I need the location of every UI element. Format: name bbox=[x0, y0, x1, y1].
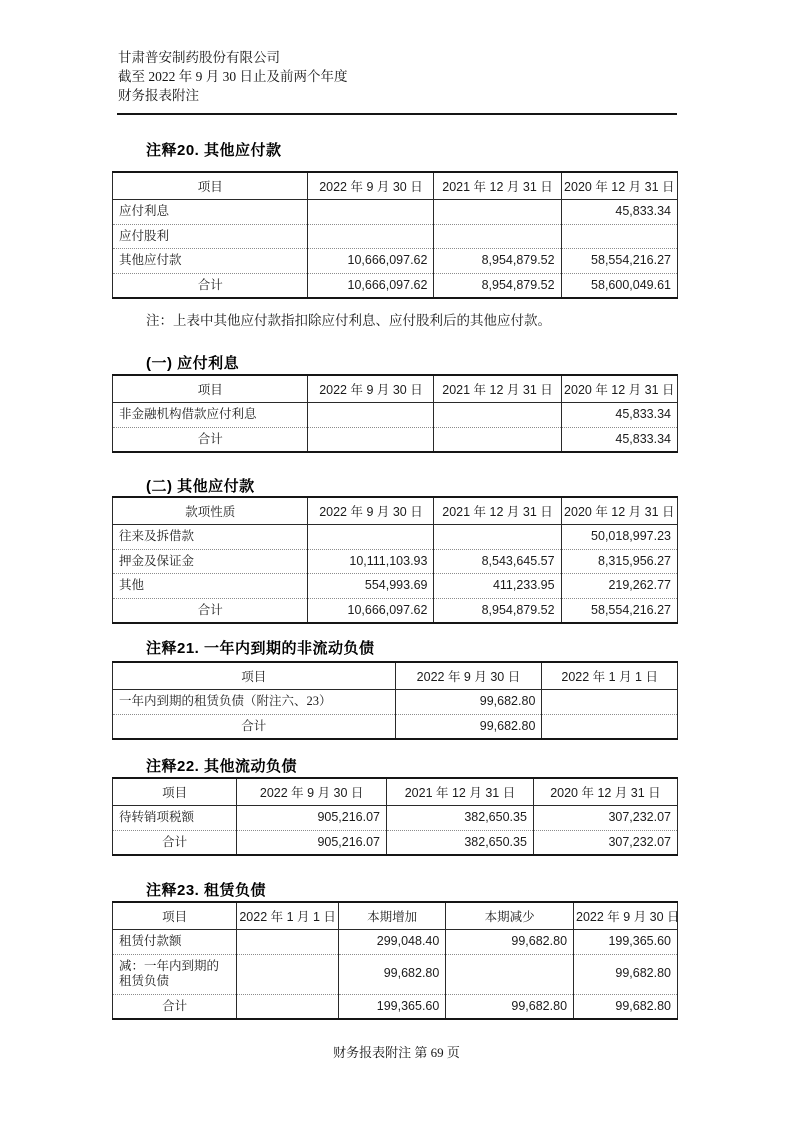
row-label: 其他应付款 bbox=[113, 249, 308, 274]
row-label: 应付利息 bbox=[113, 200, 308, 225]
column-header: 2022 年 9 月 30 日 bbox=[395, 662, 542, 690]
cell-value: 99,682.80 bbox=[446, 994, 574, 1019]
row-label: 待转销项税额 bbox=[113, 806, 237, 831]
column-header: 项目 bbox=[113, 375, 308, 403]
cell-value: 8,954,879.52 bbox=[434, 249, 561, 274]
cell-value: 58,554,216.27 bbox=[561, 249, 677, 274]
table-row bbox=[113, 930, 678, 955]
row-label: 合计 bbox=[113, 830, 237, 855]
cell-value: 199,365.60 bbox=[338, 994, 445, 1019]
other-current-liabilities-table bbox=[112, 777, 678, 856]
cell-value: 307,232.07 bbox=[533, 806, 677, 831]
cell-value bbox=[308, 403, 434, 428]
cell-value bbox=[561, 224, 677, 249]
row-label: 租赁付款额 bbox=[113, 930, 237, 955]
table-row bbox=[113, 598, 678, 623]
table-row bbox=[113, 249, 678, 274]
row-label: 其他 bbox=[113, 574, 308, 599]
cell-value: 905,216.07 bbox=[237, 806, 387, 831]
table-header-row bbox=[113, 662, 678, 690]
cell-value: 99,682.80 bbox=[574, 994, 678, 1019]
cell-value bbox=[434, 200, 561, 225]
cell-value: 99,682.80 bbox=[446, 930, 574, 955]
table-row bbox=[113, 525, 678, 550]
table-header-row bbox=[113, 172, 678, 200]
cell-value: 45,833.34 bbox=[561, 403, 677, 428]
row-label: 一年内到期的租赁负债（附注六、23） bbox=[113, 690, 396, 715]
cell-value bbox=[308, 427, 434, 452]
column-header: 2022 年 9 月 30 日 bbox=[308, 497, 434, 525]
cell-value: 307,232.07 bbox=[533, 830, 677, 855]
cell-value: 8,954,879.52 bbox=[434, 273, 561, 298]
section-title-note21: 注释21. 一年内到期的非流动负债 bbox=[146, 640, 375, 657]
column-header: 本期增加 bbox=[338, 902, 445, 930]
cell-value: 99,682.80 bbox=[338, 954, 445, 994]
cell-value: 10,666,097.62 bbox=[308, 249, 434, 274]
table-row bbox=[113, 806, 678, 831]
table-row bbox=[113, 549, 678, 574]
row-label: 合计 bbox=[113, 273, 308, 298]
row-label: 合计 bbox=[113, 714, 396, 739]
table-row bbox=[113, 994, 678, 1019]
subsection-title-interest-payable: (一) 应付利息 bbox=[146, 355, 240, 372]
column-header: 2022 年 9 月 30 日 bbox=[308, 375, 434, 403]
column-header: 2021 年 12 月 31 日 bbox=[434, 172, 561, 200]
cell-value: 99,682.80 bbox=[395, 690, 542, 715]
table-header-row bbox=[113, 497, 678, 525]
table-header-row bbox=[113, 778, 678, 806]
cell-value: 45,833.34 bbox=[561, 427, 677, 452]
cell-value: 58,600,049.61 bbox=[561, 273, 677, 298]
header-rule bbox=[117, 113, 677, 115]
column-header: 2022 年 9 月 30 日 bbox=[237, 778, 387, 806]
table-row bbox=[113, 830, 678, 855]
column-header: 项目 bbox=[113, 902, 237, 930]
cell-value: 219,262.77 bbox=[561, 574, 677, 599]
column-header: 2022 年 1 月 1 日 bbox=[237, 902, 339, 930]
column-header: 款项性质 bbox=[113, 497, 308, 525]
table-row bbox=[113, 574, 678, 599]
column-header: 项目 bbox=[113, 662, 396, 690]
cell-value bbox=[308, 224, 434, 249]
company-name: 甘肃普安制药股份有限公司 bbox=[118, 50, 280, 65]
page-footer: 财务报表附注 第 69 页 bbox=[333, 1045, 460, 1060]
table-row bbox=[113, 690, 678, 715]
column-header: 2020 年 12 月 31 日 bbox=[561, 497, 677, 525]
column-header: 2022 年 1 月 1 日 bbox=[542, 662, 678, 690]
column-header: 项目 bbox=[113, 172, 308, 200]
row-label: 合计 bbox=[113, 427, 308, 452]
column-header: 2020 年 12 月 31 日 bbox=[561, 172, 677, 200]
cell-value: 411,233.95 bbox=[434, 574, 561, 599]
cell-value: 554,993.69 bbox=[308, 574, 434, 599]
row-label: 合计 bbox=[113, 994, 237, 1019]
table-header-row bbox=[113, 902, 678, 930]
section-title-note23: 注释23. 租赁负债 bbox=[146, 882, 267, 899]
cell-value: 905,216.07 bbox=[237, 830, 387, 855]
other-payables-summary-table bbox=[112, 171, 678, 299]
column-header: 2022 年 9 月 30 日 bbox=[308, 172, 434, 200]
cell-value: 10,666,097.62 bbox=[308, 273, 434, 298]
cell-value bbox=[237, 994, 339, 1019]
cell-value bbox=[542, 714, 678, 739]
cell-value: 45,833.34 bbox=[561, 200, 677, 225]
column-header: 2021 年 12 月 31 日 bbox=[387, 778, 534, 806]
column-header: 2021 年 12 月 31 日 bbox=[434, 375, 561, 403]
table-row bbox=[113, 427, 678, 452]
row-label: 押金及保证金 bbox=[113, 549, 308, 574]
cell-value bbox=[308, 200, 434, 225]
cell-value: 8,954,879.52 bbox=[434, 598, 561, 623]
subsection-title-other-payables: (二) 其他应付款 bbox=[146, 478, 255, 495]
table-footnote: 注：上表中其他应付款指扣除应付利息、应付股利后的其他应付款。 bbox=[146, 313, 551, 328]
cell-value bbox=[434, 525, 561, 550]
row-label: 往来及拆借款 bbox=[113, 525, 308, 550]
cell-value: 10,111,103.93 bbox=[308, 549, 434, 574]
table-row bbox=[113, 403, 678, 428]
page-header bbox=[118, 48, 348, 105]
column-header: 项目 bbox=[113, 778, 237, 806]
section-title-note22: 注释22. 其他流动负债 bbox=[146, 758, 298, 775]
cell-value: 8,315,956.27 bbox=[561, 549, 677, 574]
cell-value: 58,554,216.27 bbox=[561, 598, 677, 623]
column-header: 2020 年 12 月 31 日 bbox=[533, 778, 677, 806]
table-row bbox=[113, 273, 678, 298]
column-header: 2020 年 12 月 31 日 bbox=[561, 375, 677, 403]
cell-value: 382,650.35 bbox=[387, 806, 534, 831]
cell-value: 99,682.80 bbox=[574, 954, 678, 994]
cell-value: 8,543,645.57 bbox=[434, 549, 561, 574]
noncurrent-due-within-year-table bbox=[112, 661, 678, 740]
section-title-note20: 注释20. 其他应付款 bbox=[146, 142, 282, 159]
other-payables-nature-table bbox=[112, 496, 678, 624]
cell-value bbox=[308, 525, 434, 550]
report-period: 截至 2022 年 9 月 30 日止及前两个年度 bbox=[118, 69, 348, 84]
interest-payable-table bbox=[112, 374, 678, 453]
row-label: 应付股利 bbox=[113, 224, 308, 249]
cell-value: 299,048.40 bbox=[338, 930, 445, 955]
cell-value bbox=[237, 930, 339, 955]
table-row bbox=[113, 224, 678, 249]
cell-value bbox=[434, 224, 561, 249]
cell-value: 199,365.60 bbox=[574, 930, 678, 955]
cell-value: 50,018,997.23 bbox=[561, 525, 677, 550]
table-header-row bbox=[113, 375, 678, 403]
document-title: 财务报表附注 bbox=[118, 88, 199, 103]
cell-value bbox=[446, 954, 574, 994]
cell-value bbox=[434, 427, 561, 452]
cell-value bbox=[434, 403, 561, 428]
cell-value bbox=[237, 954, 339, 994]
column-header: 本期减少 bbox=[446, 902, 574, 930]
lease-liabilities-table bbox=[112, 901, 678, 1020]
cell-value: 99,682.80 bbox=[395, 714, 542, 739]
row-label: 非金融机构借款应付利息 bbox=[113, 403, 308, 428]
table-row bbox=[113, 954, 678, 994]
cell-value bbox=[542, 690, 678, 715]
column-header: 2021 年 12 月 31 日 bbox=[434, 497, 561, 525]
table-row bbox=[113, 200, 678, 225]
row-label: 减：一年内到期的租赁负债 bbox=[113, 954, 237, 994]
column-header: 2022 年 9 月 30 日 bbox=[574, 902, 678, 930]
row-label: 合计 bbox=[113, 598, 308, 623]
cell-value: 10,666,097.62 bbox=[308, 598, 434, 623]
cell-value: 382,650.35 bbox=[387, 830, 534, 855]
table-row bbox=[113, 714, 678, 739]
